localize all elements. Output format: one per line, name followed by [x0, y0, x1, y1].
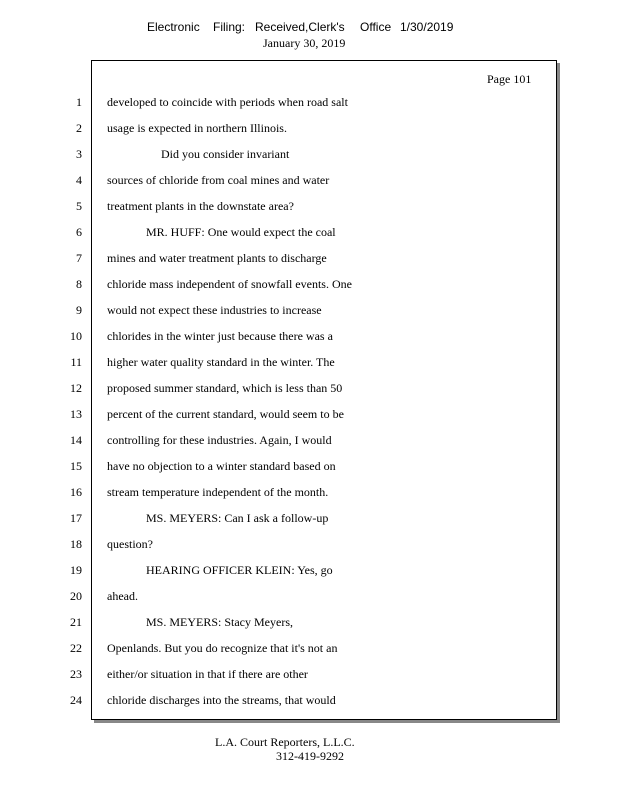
- line-number: 14: [70, 433, 82, 447]
- line-text: treatment plants in the downstate area?: [107, 199, 294, 213]
- line-text: MR. HUFF: One would expect the coal: [146, 225, 336, 239]
- filing-date: 1/30/2019: [400, 20, 454, 34]
- line-text: MS. MEYERS: Stacy Meyers,: [146, 615, 293, 629]
- line-number: 6: [76, 225, 82, 239]
- filing-office: Office: [360, 20, 392, 34]
- reporter-company: L.A. Court Reporters, L.L.C.: [215, 735, 355, 749]
- line-text: controlling for these industries. Again, I would: [107, 433, 332, 447]
- page-number: Page 101: [487, 72, 532, 86]
- line-number: 23: [70, 667, 82, 681]
- line-text: question?: [107, 537, 153, 551]
- line-number: 21: [70, 615, 82, 629]
- line-number: 5: [76, 199, 82, 213]
- line-text: ahead.: [107, 589, 138, 603]
- line-text: MS. MEYERS: Can I ask a follow-up: [146, 511, 329, 525]
- line-number: 3: [76, 147, 82, 161]
- line-text: proposed summer standard, which is less than 50: [107, 381, 343, 395]
- line-number: 4: [76, 173, 82, 187]
- line-number: 15: [70, 459, 82, 473]
- line-number: 24: [70, 693, 82, 707]
- line-number: 11: [70, 355, 82, 369]
- line-text: either/or situation in that if there are other: [107, 667, 308, 681]
- line-number: 22: [70, 641, 82, 655]
- filing-date-long: January 30, 2019: [263, 36, 346, 50]
- line-text: chloride discharges into the streams, that would: [107, 693, 336, 707]
- line-text: mines and water treatment plants to discharge: [107, 251, 327, 265]
- line-number: 9: [76, 303, 82, 317]
- line-number: 10: [70, 329, 82, 343]
- filing-header: [0, 20, 618, 54]
- line-text: stream temperature independent of the month.: [107, 485, 329, 499]
- line-number: 16: [70, 485, 82, 499]
- line-text: have no objection to a winter standard based on: [107, 459, 336, 473]
- filing-electronic: Electronic: [147, 20, 200, 34]
- line-text: sources of chloride from coal mines and water: [107, 173, 330, 187]
- line-number: 7: [76, 251, 82, 265]
- line-text: percent of the current standard, would seem to be: [107, 407, 344, 421]
- line-number: 19: [70, 563, 82, 577]
- line-number: 2: [76, 121, 82, 135]
- filing-stamp: [147, 20, 453, 34]
- line-number: 17: [70, 511, 82, 525]
- line-number: 8: [76, 277, 82, 291]
- reporter-phone: 312-419-9292: [276, 749, 344, 763]
- line-number: 20: [70, 589, 82, 603]
- line-text: usage is expected in northern Illinois.: [107, 121, 287, 135]
- filing-filing: Filing:: [213, 20, 246, 34]
- line-number: 13: [70, 407, 82, 421]
- line-number: 18: [70, 537, 82, 551]
- line-text: HEARING OFFICER KLEIN: Yes, go: [146, 563, 333, 577]
- line-text: Openlands. But you do recognize that it's not an: [107, 641, 338, 655]
- line-text: chloride mass independent of snowfall events. One: [107, 277, 352, 291]
- line-text: higher water quality standard in the winter. The: [107, 355, 335, 369]
- line-number: 1: [76, 95, 82, 109]
- filing-received: Received,Clerk's: [255, 20, 345, 34]
- line-text: Did you consider invariant: [161, 147, 290, 161]
- line-number: 12: [70, 381, 82, 395]
- line-text: developed to coincide with periods when road salt: [107, 95, 348, 109]
- line-text: would not expect these industries to increase: [107, 303, 322, 317]
- line-text: chlorides in the winter just because there was a: [107, 329, 333, 343]
